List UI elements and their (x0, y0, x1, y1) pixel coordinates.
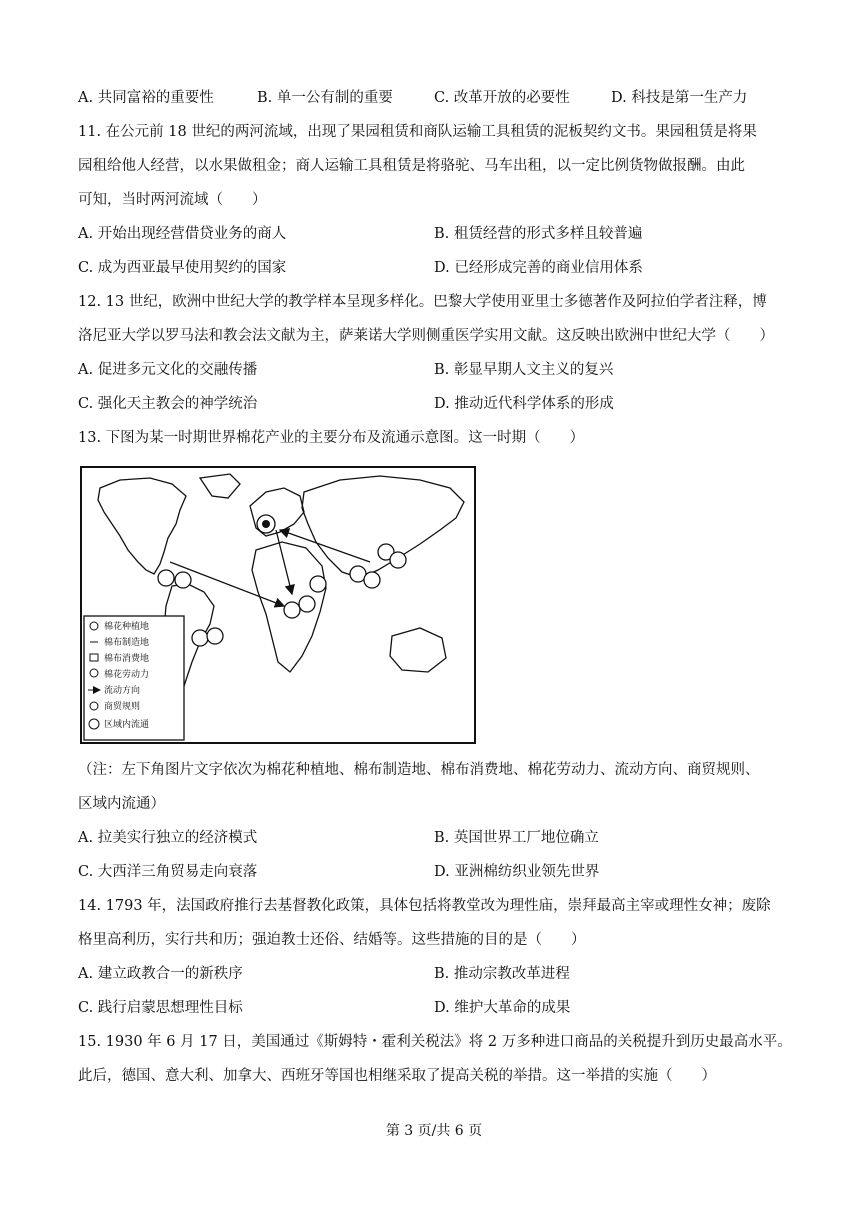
q15-stem-line-2: 此后，德国、意大利、加拿大、西班牙等国也相继采取了提高关税的举措。这一举措的实施（ ） (78, 1068, 716, 1084)
legend-item: 商贸规则 (104, 702, 141, 712)
q14-stem-line-2: 格里高利历，实行共和历；强迫教士还俗、结婚等。这些措施的目的是（ ） (78, 932, 586, 948)
q12-stem-line-2: 洛尼亚大学以罗马法和教会法文献为主，萨莱诺大学则侧重医学实用文献。这反映出欧洲中世纪大学（ ） (78, 328, 774, 344)
legend-item: 棉布制造地 (104, 638, 150, 648)
q10-option-a: A. 共同富裕的重要性 (78, 90, 214, 106)
q14-option-b: B. 推动宗教改革进程 (434, 966, 570, 982)
q14-stem-line-1: 14. 1793 年，法国政府推行去基督教化政策，具体包括将教堂改为理性庙，崇拜最高主宰或理性女神；废除 (78, 898, 771, 914)
legend-item: 区域内流通 (104, 720, 150, 730)
q14-option-d: D. 维护大革命的成果 (434, 1000, 571, 1016)
legend-item: 棉布消费地 (104, 654, 150, 664)
q13-option-d: D. 亚洲棉纺织业领先世界 (434, 864, 600, 880)
q11-option-d: D. 已经形成完善的商业信用体系 (434, 260, 643, 276)
q13-stem: 13. 下图为某一时期世界棉花产业的主要分布及流通示意图。这一时期（ ） (78, 430, 585, 446)
q13-option-c: C. 大西洋三角贸易走向衰落 (78, 864, 258, 880)
q11-stem-line-2: 园租给他人经营，以水果做租金；商人运输工具租赁是将骆驼、马车出租，以一定比例货物做报酬。由此 (78, 158, 745, 174)
q11-stem-line-1: 11. 在公元前 18 世纪的两河流域，出现了果园租赁和商队运输工具租赁的泥板契约文书。果园租赁是将果 (78, 124, 757, 140)
q15-stem-line-1: 15. 1930 年 6 月 17 日，美国通过《斯姆特・霍利关税法》将 2 万多种进口商品的关税提升到历史最高水平。 (78, 1034, 792, 1050)
q11-option-a: A. 开始出现经营借贷业务的商人 (78, 226, 287, 242)
legend-item: 棉花劳动力 (104, 670, 150, 680)
page-footer: 第 3 页/共 6 页 (385, 1123, 483, 1139)
q10-option-d: D. 科技是第一生产力 (611, 90, 748, 106)
q13-note-line-1: （注：左下角图片文字依次为棉花种植地、棉布制造地、棉布消费地、棉花劳动力、流动方向、商贸规则、 (78, 762, 760, 778)
q11-option-c: C. 成为西亚最早使用契约的国家 (78, 260, 287, 276)
q14-option-c: C. 践行启蒙思想理性目标 (78, 1000, 243, 1016)
q10-option-b: B. 单一公有制的重要 (257, 90, 393, 106)
europe-symbols (257, 515, 275, 533)
q11-stem-line-3: 可知，当时两河流域（ ） (78, 192, 267, 208)
q12-option-b: B. 彰显早期人文主义的复兴 (434, 362, 614, 378)
q13-option-a: A. 拉美实行独立的经济模式 (78, 830, 258, 846)
q11-option-b: B. 租赁经营的形式多样且较普遍 (434, 226, 643, 242)
q13-option-b: B. 英国世界工厂地位确立 (434, 830, 599, 846)
q13-note-line-2: 区域内流通） (78, 796, 165, 812)
q12-stem-line-1: 12. 13 世纪，欧洲中世纪大学的教学样本呈现多样化。巴黎大学使用亚里士多德著作及阿拉伯学者注释，博 (78, 294, 767, 310)
q12-option-c: C. 强化天主教会的神学统治 (78, 396, 258, 412)
q12-option-a: A. 促进多元文化的交融传播 (78, 362, 258, 378)
q14-option-a: A. 建立政教合一的新秩序 (78, 966, 243, 982)
legend-item: 棉花种植地 (104, 622, 150, 632)
cotton-trade-map (80, 466, 476, 744)
q10-option-c: C. 改革开放的必要性 (434, 90, 570, 106)
legend-item: 流动方向 (104, 686, 141, 696)
q12-option-d: D. 推动近代科学体系的形成 (434, 396, 614, 412)
